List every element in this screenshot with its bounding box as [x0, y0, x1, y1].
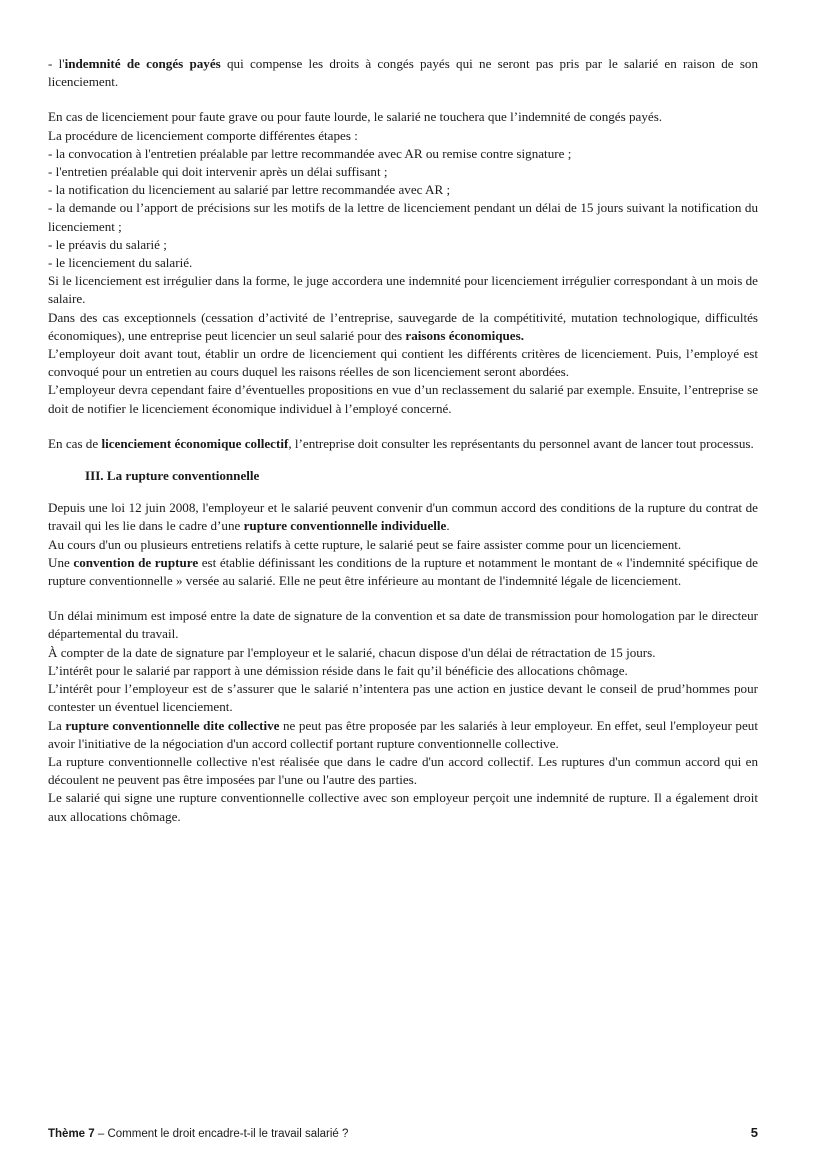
list-item: - le licenciement du salarié. [48, 255, 193, 271]
paragraph-irregulier: Si le licenciement est irrégulier dans la forme, le juge accordera une indemnité pour licenciement irrégulier correspondant à un mois de salaire. [48, 273, 758, 307]
footer-title: Thème 7 – Comment le droit encadre-t-il le travail salarié ? [48, 1128, 349, 1140]
paragraph-indemnite-conges: - l'indemnité de congés payés qui compense les droits à congés payés qui ne seront pas pris par le salarié en raison de son licenciement. [48, 56, 759, 90]
paragraph-indemnite-rupture: Le salarié qui signe une rupture conventionnelle collective avec son employeur perçoit une indemnité de rupture. Il a également droit aux allocations chômage. [48, 790, 758, 824]
paragraph-delai-minimum: Un délai minimum est imposé entre la date de signature de la convention et sa date de transmission pour homologation par le directeur départemental du travail. [48, 608, 758, 642]
document-page [48, 55, 758, 826]
paragraph-interet-salarie: L’intérêt pour le salarié par rapport à une démission réside dans le fait qu’il bénéficie des allocations chômage. [48, 662, 628, 678]
paragraph-interet-employeur: L’intérêt pour l’employeur est de s’assurer que le salarié n’intentera pas une action en justice devant le conseil de prud’hommes pour contester un éventuel licenciement. [48, 681, 758, 715]
list-item: - l'entretien préalable qui doit intervenir après un délai suffisant ; [48, 164, 388, 180]
paragraph-loi-2008: Depuis une loi 12 juin 2008, l'employeur et le salarié peuvent convenir d'un commun accord des conditions de la rupture du contrat de travail qui les lie dans le cadre d’une rupture conventionnelle individuelle. [48, 500, 758, 534]
paragraph-faute-grave: En cas de licenciement pour faute grave ou pour faute lourde, le salarié ne touchera que l’indemnité de congés payés. [48, 109, 663, 125]
paragraph-raisons-economiques: Dans des cas exceptionnels (cessation d’activité de l’entreprise, sauvegarde de la compétitivité, mutation technologique, difficultés économiques), une entreprise peut licencier un seul salarié pour des raisons économiques. [48, 309, 758, 343]
paragraph-reclassement: L’employeur devra cependant faire d’éventuelles propositions en vue d’un reclassement du salarié par exemple. Ensuite, l’entreprise se doit de notifier le licenciement économique individuel à l’employé concerné. [48, 382, 758, 416]
paragraph-rupture-collective: La rupture conventionnelle dite collective ne peut pas être proposée par les salariés à leur employeur. En effet, seul l'employeur peut avoir l'initiative de la négociation d'un accord collectif portant rupture conventionnelle collective. [48, 717, 758, 751]
list-item: - la notification du licenciement au salarié par lettre recommandée avec AR ; [48, 182, 451, 198]
paragraph-licenciement-collectif: En cas de licenciement économique collectif, l’entreprise doit consulter les représentants du personnel avant de lancer tout processus. [48, 435, 754, 451]
section-heading: III. La rupture conventionnelle [85, 468, 260, 484]
paragraph-accord-collectif: La rupture conventionnelle collective n'est réalisée que dans le cadre d'un accord collectif. Les ruptures d'un commun accord qui en découlent ne peuvent pas être imposées par l'une ou l'autre des parties. [48, 753, 758, 788]
page-footer [48, 1125, 758, 1140]
paragraph-procedure: La procédure de licenciement comporte différentes étapes : [48, 127, 358, 143]
list-item: - la convocation à l'entretien préalable par lettre recommandée avec AR ou remise contre signature ; [48, 145, 572, 161]
list-item: - la demande ou l’apport de précisions sur les motifs de la lettre de licenciement pendant un délai de 15 jours suivant la notification du licenciement ; [48, 200, 758, 234]
paragraph-retractation: À compter de la date de signature par l'employeur et le salarié, chacun dispose d'un délai de rétractation de 15 jours. [48, 644, 656, 660]
paragraph-ordre-licenciement: L’employeur doit avant tout, établir un ordre de licenciement qui contient les différents critères de licenciement. Puis, l’employé est convoqué pour un entretien au cours duquel les raisons réelles de son licenciement seront abordées. [48, 346, 758, 380]
page-number: 5 [750, 1125, 758, 1140]
paragraph-convention: Une convention de rupture est établie définissant les conditions de la rupture et notamment le montant de « l'indemnité spécifique de rupture conventionnelle » versée au salarié. Elle ne peut être inférieure au montant de l'indemnité légale de licenciement. [48, 554, 758, 589]
list-item: - le préavis du salarié ; [48, 236, 167, 252]
paragraph-entretiens: Au cours d'un ou plusieurs entretiens relatifs à cette rupture, le salarié peut se faire assister comme pour un licenciement. [48, 536, 682, 552]
